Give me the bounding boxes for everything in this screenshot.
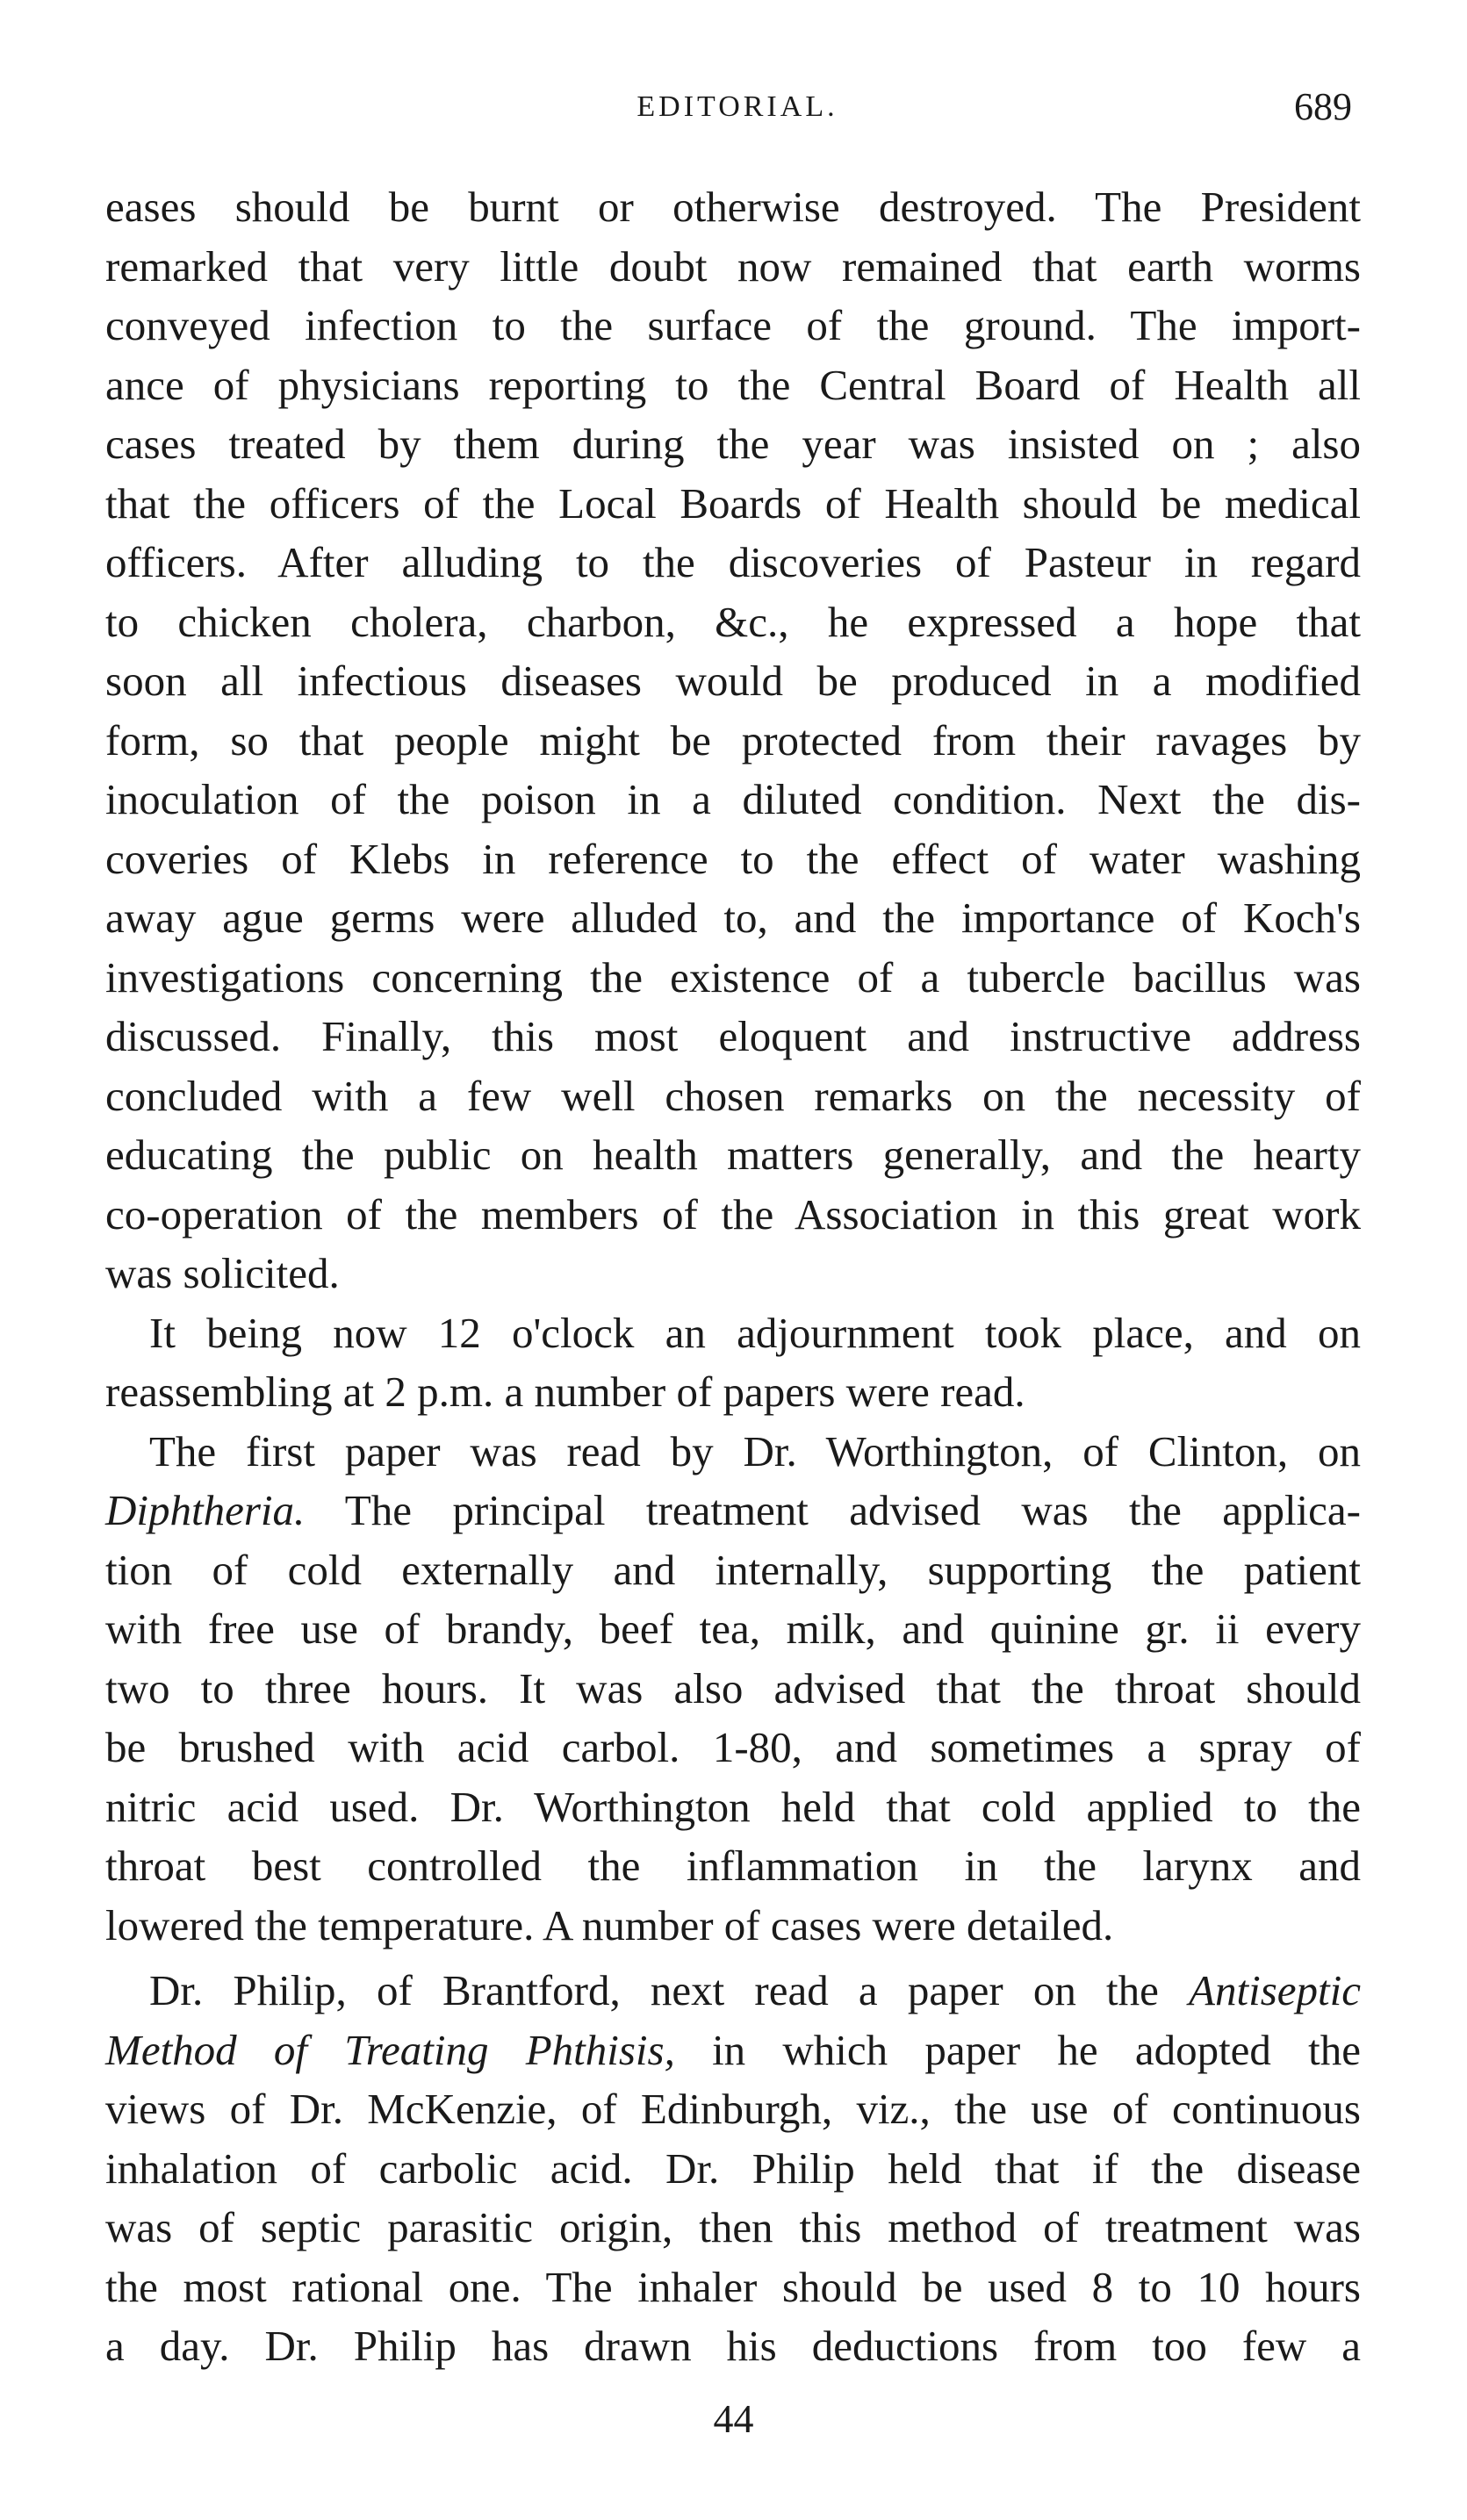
text-line-lead: Dr. Philip, of Brantford, next read a paper on the	[149, 1966, 1190, 2014]
text-line: conveyed infection to the surface of the ground. The import-	[105, 301, 1361, 349]
text-line-rest: The principal treatment advised was the applica-	[305, 1486, 1361, 1534]
text-line: coveries of Klebs in reference to the effect of water washing	[105, 834, 1361, 883]
text-line: with free use of brandy, beef tea, milk, and quinine gr. ii every	[105, 1605, 1361, 1653]
text-line: lowered the temperature. A number of cases were detailed.	[105, 1900, 1114, 1949]
paragraph-worthington	[105, 1422, 1361, 1956]
text-line: a day. Dr. Philip has drawn his deductions from too few a	[105, 2322, 1361, 2370]
text-line-with-italic	[105, 1961, 1361, 2021]
text-line: views of Dr. McKenzie, of Edinburgh, viz., the use of continuous	[105, 2085, 1361, 2133]
text-line: the most rational one. The inhaler should be used 8 to 10 hours	[105, 2262, 1361, 2311]
text-line: educating the public on health matters generally, and the hearty	[105, 1131, 1361, 1179]
text-line: inhalation of carbolic acid. Dr. Philip held that if the disease	[105, 2143, 1361, 2193]
text-line: soon all infectious diseases would be produced in a modified	[105, 657, 1361, 705]
running-title: EDITORIAL.	[636, 90, 838, 123]
text-line: investigations concerning the existence of a tubercle bacillus was	[105, 952, 1361, 1002]
paragraph-continuation	[105, 177, 1361, 1303]
text-line: was of septic parasitic origin, then this method of treatment was	[105, 2203, 1361, 2251]
text-line: remarked that very little doubt now remained that earth worms	[105, 241, 1361, 291]
text-line: inoculation of the poison in a diluted condition. Next the dis-	[105, 775, 1361, 823]
signature-mark: 44	[713, 2396, 754, 2441]
text-line: two to three hours. It was also advised that the throat should	[105, 1663, 1361, 1712]
text-line: was solicited.	[105, 1249, 340, 1297]
text-line-rest: in which paper he adopted the	[674, 2025, 1361, 2074]
text-line: discussed. Finally, this most eloquent and instructive address	[105, 1012, 1361, 1060]
text-line: that the officers of the Local Boards of Health should be medical	[105, 478, 1361, 528]
italic-title-method: Method of Treating Phthisis,	[105, 2025, 675, 2074]
text-line: cases treated by them during the year was insisted on ; also	[105, 420, 1361, 468]
running-head	[105, 81, 1370, 133]
text-line: ance of physicians reporting to the Central Board of Health all	[105, 360, 1361, 409]
text-line: concluded with a few well chosen remarks on the necessity of	[105, 1071, 1361, 1120]
text-line: be brushed with acid carbol. 1-80, and sometimes a spray of	[105, 1723, 1361, 1771]
text-line-with-italic	[105, 1481, 1361, 1540]
text-line: form, so that people might be protected from their ravages by	[105, 715, 1361, 765]
text-line: officers. After alluding to the discoveries of Pasteur in regard	[105, 538, 1361, 586]
paragraph-philip	[105, 1961, 1361, 2376]
text-line: The first paper was read by Dr. Worthington, of Clinton, on	[149, 1426, 1361, 1475]
italic-title-antiseptic: Antiseptic	[1189, 1966, 1361, 2014]
page-number: 689	[1294, 85, 1352, 128]
text-line: tion of cold externally and internally, supporting the patient	[105, 1545, 1361, 1594]
text-line: nitric acid used. Dr. Worthington held that cold applied to the	[105, 1782, 1361, 1831]
text-line: eases should be burnt or otherwise destroyed. The President	[105, 183, 1361, 231]
text-line-with-italic	[105, 2021, 1361, 2080]
italic-title-diphtheria: Diphtheria.	[105, 1486, 306, 1534]
text-line: throat best controlled the inflammation in the larynx and	[105, 1842, 1361, 1890]
text-line: It being now 12 o'clock an adjournment took place, and on	[149, 1308, 1361, 1357]
text-line: to chicken cholera, charbon, &c., he expressed a hope that	[105, 597, 1361, 646]
paragraph-adjournment	[105, 1303, 1361, 1422]
text-line: reassembling at 2 p.m. a number of papers were read.	[105, 1368, 1025, 1416]
text-line: co-operation of the members of the Association in this great work	[105, 1189, 1361, 1238]
body-text	[105, 177, 1361, 2376]
text-line: away ague germs were alluded to, and the importance of Koch's	[105, 894, 1361, 942]
